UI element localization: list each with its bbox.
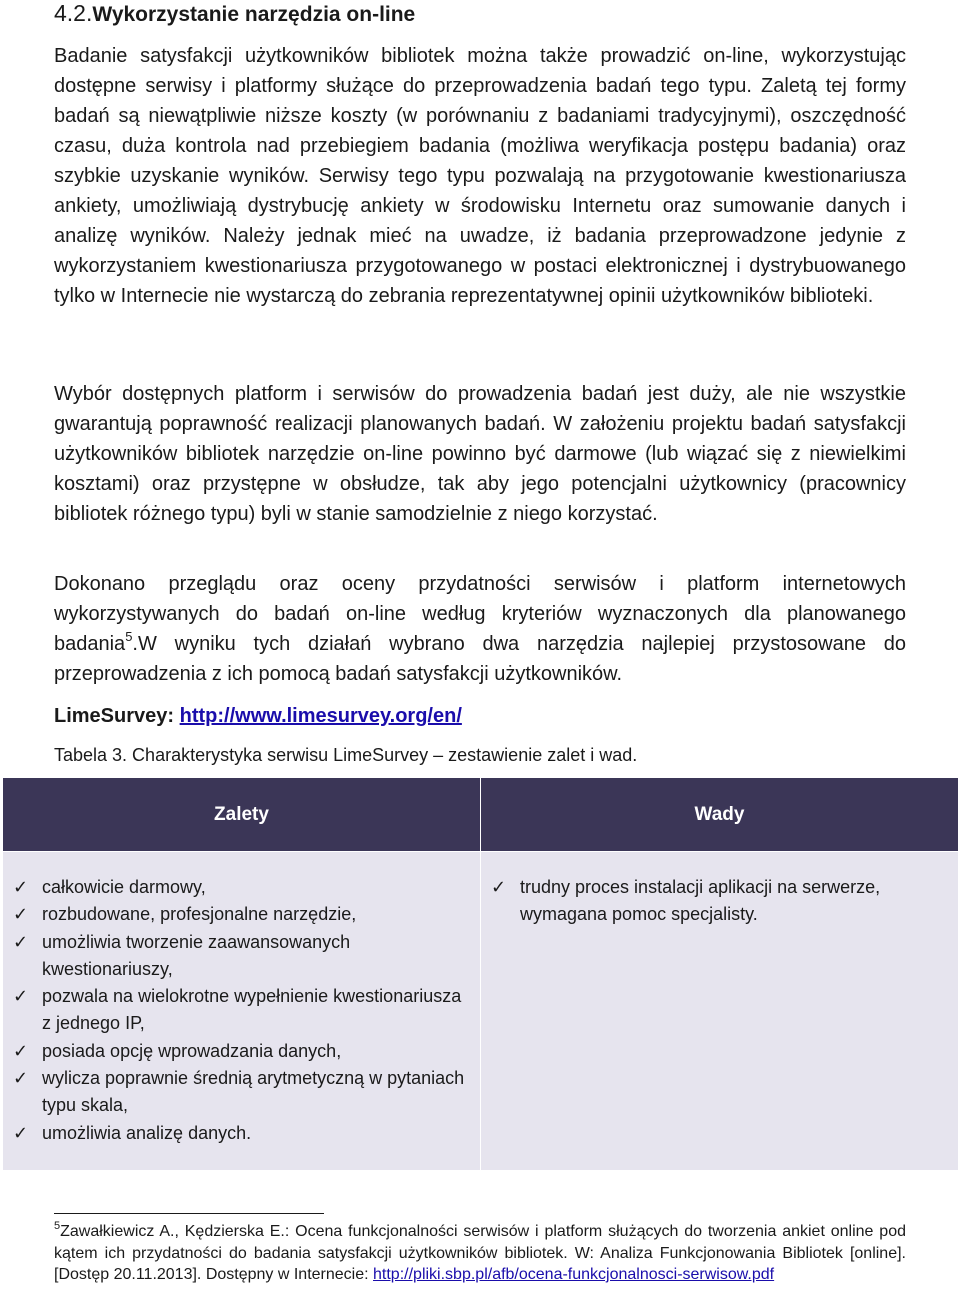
paragraph-review	[54, 569, 906, 689]
check-icon: ✓	[13, 986, 29, 1008]
header-cons: Wady	[480, 778, 958, 851]
paragraph-platforms: Wybór dostępnych platform i serwisów do prowadzenia badań jest duży, ale nie wszystkie gwarantują poprawność realizacji planowanych badań. W założeniu projektu badań satysfakcji użytkowników bibliotek narzędzie on-line powinno być darmowe (lub wiązać się z niewielkimi kosztami) oraz przystępne w obsłudze, tak aby jego potencjalni użytkownicy (pracownicy bibliotek różnego typu) byli w stanie samodzielnie z niego korzystać.	[54, 383, 906, 525]
paragraph-intro: Badanie satysfakcji użytkowników bibliotek można także prowadzić on-line, wykorzystując dostępne serwisy i platformy służące do przeprowadzenia badań tego typu. Zaletą tej formy badań są niewątpliwie niższe koszty (w porównaniu z badaniami tradycyjnymi), oszczędność czasu, duża kontrola nad przebiegiem badania (możliwa weryfikacja postępu badania) oraz szybkie uzyskanie wyników. Serwisy tego typu pozwalają na przygotowanie kwestionariusza ankiety, umożliwiają dystrybucję ankiety w środowisku Internetu oraz sumowanie danych i analizę wyników. Należy jednak mieć na uwadze, iż badania przeprowadzone jedynie z wykorzystaniem kwestionariusza przygotowanego w postaci elektronicznej i dystrybuowanego tylko w Internecie nie wystarczą do zebrania reprezentatywnej opinii użytkowników biblioteki.	[54, 45, 906, 307]
header-pros: Zalety	[214, 803, 269, 825]
pros-list	[13, 874, 472, 1147]
pros-cell	[3, 852, 480, 1170]
check-icon: ✓	[13, 931, 29, 953]
section-title: Wykorzystanie narzędzia on-line	[92, 3, 416, 26]
footnote-divider	[54, 1213, 324, 1214]
pros-item: ✓ umożliwia analizę danych.	[13, 1120, 472, 1147]
section-number: 4.2.	[54, 0, 93, 26]
limesurvey-label: LimeSurvey:	[54, 705, 180, 727]
footnote-ref[interactable]: 5	[125, 629, 133, 644]
section-heading	[54, 0, 415, 28]
paragraph-review-text-cont: .W wyniku tych działań wybrano dwa narzędzia najlepiej przystosowane do przeprowadzenia z ich pomocą badań satysfakcji użytkowników.	[54, 633, 906, 685]
table-body-row	[3, 851, 958, 1170]
check-icon: ✓	[13, 1068, 29, 1090]
cons-cell	[480, 852, 958, 1170]
footnote-text: Zawałkiewicz A., Kędzierska E.: Ocena funkcjonalności serwisów i platform służących do tworzenia ankiet online pod kątem ich przydatności do badania satysfakcji użytkowników bibliotek. W: Analiza Funkcjonowania Bibliotek [online].[Dostęp 20.11.2013]. Dostępny w Internecie:	[54, 1223, 906, 1283]
check-icon: ✓	[13, 1040, 29, 1062]
pros-item: ✓ całkowicie darmowy,	[13, 874, 472, 901]
table-caption: Tabela 3. Charakterystyka serwisu LimeSurvey – zestawienie zalet i wad.	[54, 745, 638, 765]
pros-item: ✓ rozbudowane, profesjonalne narzędzie,	[13, 901, 472, 928]
check-icon: ✓	[13, 1122, 29, 1144]
footnote-link[interactable]: http://pliki.sbp.pl/afb/ocena-funkcjonalnosci-serwisow.pdf	[373, 1266, 775, 1283]
footnote	[54, 1221, 906, 1286]
table-header-row	[3, 778, 958, 851]
pros-item: ✓ umożliwia tworzenie zaawansowanych kwestionariuszy,	[13, 929, 472, 984]
paragraph-review-text: Dokonano przeglądu oraz oceny przydatności serwisów i platform internetowych wykorzystywanych do badań on-line według kryteriów wyznaczonych dla planowanego badania	[54, 573, 906, 655]
footnote-number: 5	[54, 1220, 61, 1232]
pros-item: ✓ pozwala na wielokrotne wypełnienie kwestionariusza z jednego IP,	[13, 983, 472, 1038]
cons-item: ✓ trudny proces instalacji aplikacji na serwerze, wymagana pomoc specjalisty.	[491, 874, 950, 929]
pros-item: ✓ posiada opcję wprowadzania danych,	[13, 1038, 472, 1065]
check-icon: ✓	[491, 877, 507, 898]
pros-item: ✓ wylicza poprawnie średnią arytmetyczną w pytaniach typu skala,	[13, 1065, 472, 1120]
cons-list	[491, 874, 950, 929]
check-icon: ✓	[13, 904, 29, 926]
limesurvey-link[interactable]: http://www.limesurvey.org/en/	[179, 705, 462, 727]
limesurvey-line	[54, 701, 462, 731]
check-icon: ✓	[13, 877, 29, 898]
